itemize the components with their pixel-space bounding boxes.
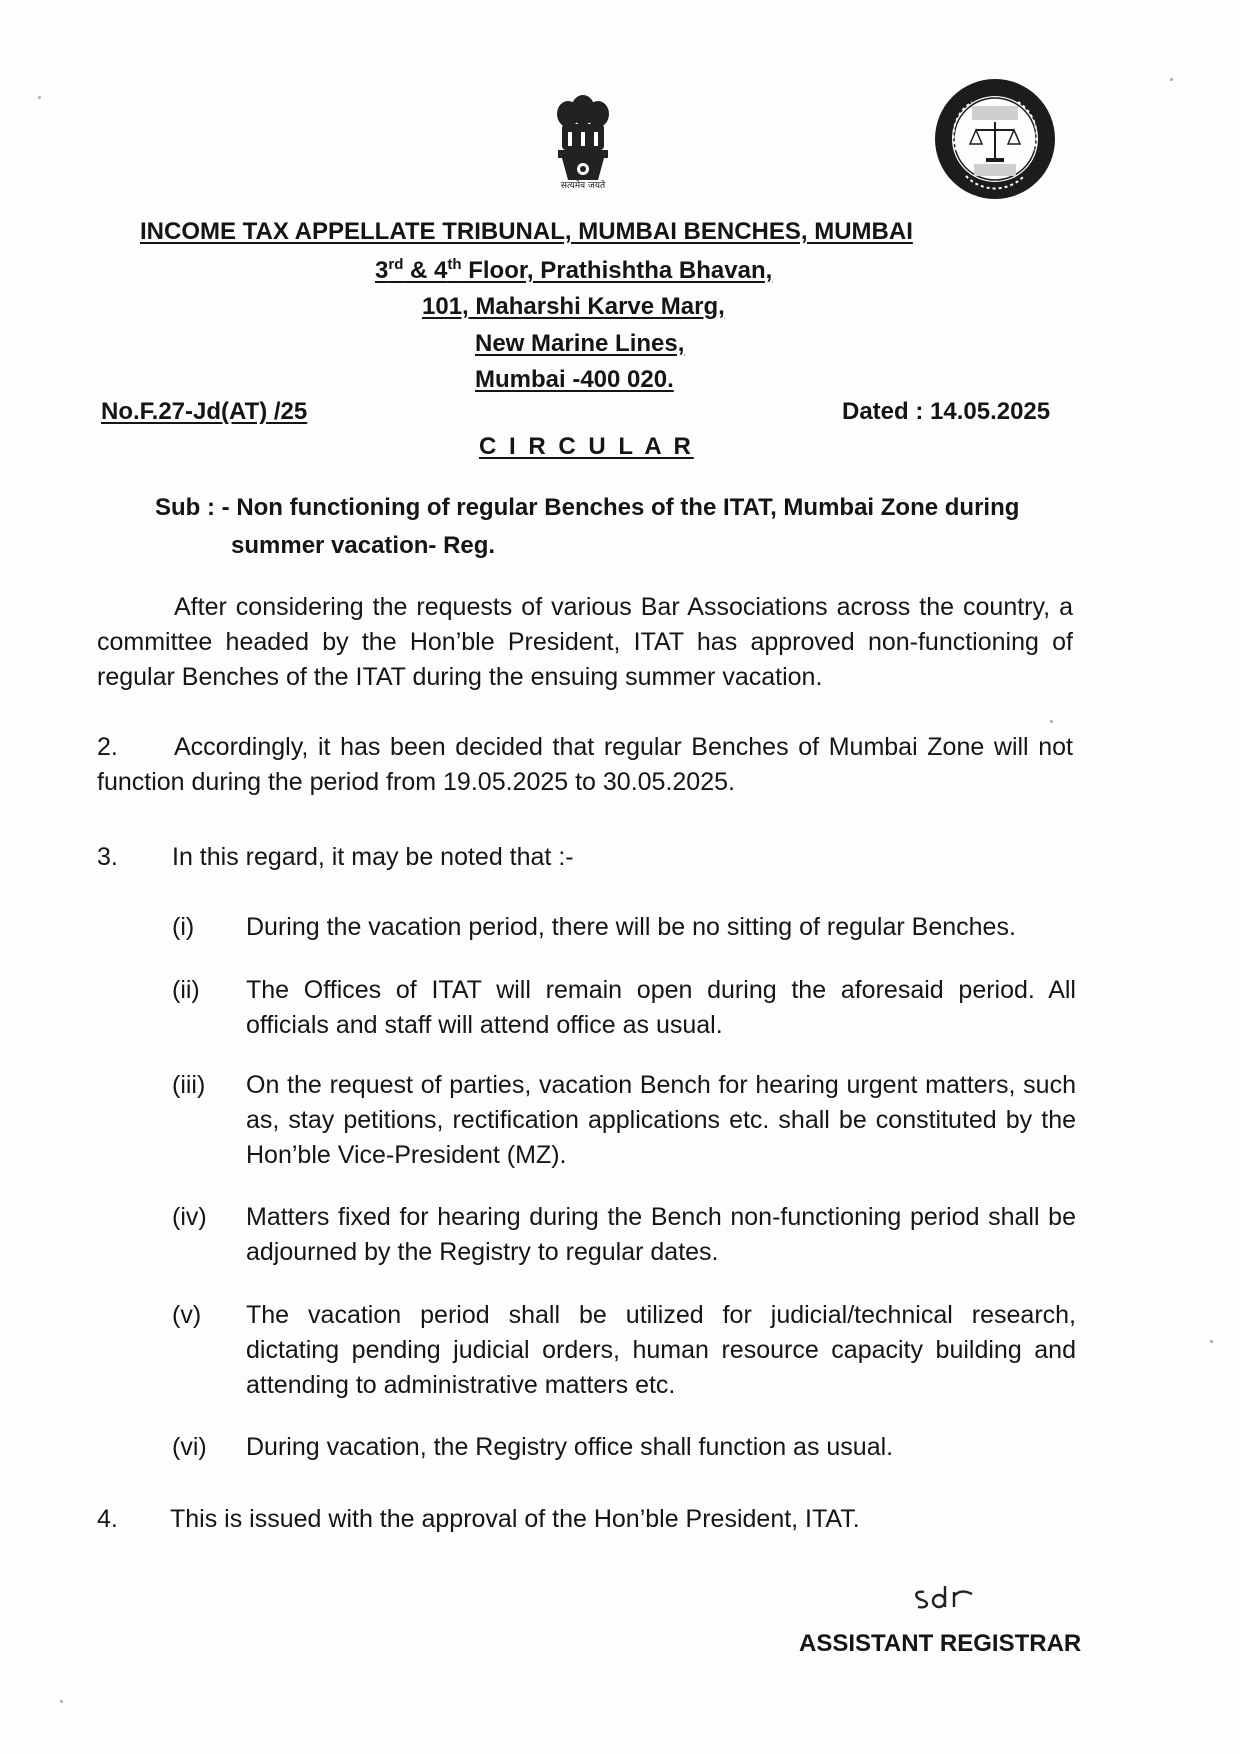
list-item-number: (v)	[172, 1301, 202, 1329]
scan-speck	[38, 96, 41, 99]
document-type: C I R C U L A R	[479, 433, 694, 460]
list-item: Matters fixed for hearing during the Bench non-functioning period shall be adjourned by the Registry to regular dates.	[246, 1203, 1076, 1266]
list-item-number: (iv)	[172, 1203, 207, 1231]
paragraph-4-number: 4.	[97, 1505, 118, 1533]
list-item-number: (ii)	[172, 976, 200, 1004]
list-item: On the request of parties, vacation Bench for hearing urgent matters, such as, stay petitions, rectification applications etc. shall be constituted by the Hon’ble Vice-President (MZ).	[246, 1071, 1076, 1169]
paragraph-4: This is issued with the approval of the Hon’ble President, ITAT.	[170, 1505, 860, 1533]
list-item-number: (i)	[172, 913, 195, 941]
scan-speck	[1050, 720, 1053, 723]
scan-speck	[60, 1700, 63, 1703]
paragraph-3-number: 3.	[97, 843, 118, 871]
emblem-motto: सत्यमेव जयते	[560, 181, 606, 191]
list-item: The Offices of ITAT will remain open during the aforesaid period. All officials and staff will attend office as usual.	[246, 976, 1076, 1039]
lion-capital-icon	[548, 92, 618, 182]
address-city: Mumbai -400 020.	[475, 366, 674, 393]
scan-speck	[1170, 78, 1173, 81]
address-locality: New Marine Lines,	[475, 330, 685, 357]
signatory-designation: ASSISTANT REGISTRAR	[799, 1630, 1082, 1657]
paragraph-2-number: 2.	[97, 733, 118, 761]
signature-mark	[910, 1582, 980, 1617]
list-item-number: (iii)	[172, 1071, 206, 1099]
subject-line-1: Sub : - Non functioning of regular Benches of the ITAT, Mumbai Zone during	[155, 494, 1020, 521]
list-item: During the vacation period, there will be no sitting of regular Benches.	[246, 913, 1016, 941]
list-item-number: (vi)	[172, 1433, 207, 1461]
address-floor: 3rd & 4th Floor, Prathishtha Bhavan,	[375, 256, 773, 284]
org-name: INCOME TAX APPELLATE TRIBUNAL, MUMBAI BENCHES, MUMBAI	[140, 218, 913, 245]
address-street: 101, Maharshi Karve Marg,	[422, 293, 725, 320]
paragraph-1: After considering the requests of various Bar Associations across the country, a committee headed by the Hon’ble President, ITAT has approved non-functioning of regular Benches of the ITAT during the ensuing summer vacation.	[97, 593, 1073, 691]
file-number: No.F.27-Jd(AT) /25	[101, 398, 308, 425]
signature-icon	[910, 1582, 980, 1612]
list-item: During vacation, the Registry office shall function as usual.	[246, 1433, 894, 1461]
scan-speck	[1210, 1340, 1213, 1343]
subject-line-2: summer vacation- Reg.	[231, 532, 496, 559]
national-emblem	[548, 92, 618, 198]
circular-date: Dated : 14.05.2025	[842, 398, 1051, 425]
paragraph-2: Accordingly, it has been decided that regular Benches of Mumbai Zone will not function during the period from 19.05.2025 to 30.05.2025.	[97, 733, 1073, 796]
itat-seal	[932, 76, 1058, 207]
list-item: The vacation period shall be utilized for judicial/technical research, dictating pending judicial orders, human resource capacity building and attending to administrative matters etc.	[246, 1301, 1076, 1399]
seal-icon	[932, 76, 1058, 202]
paragraph-3: In this regard, it may be noted that :-	[172, 843, 574, 871]
